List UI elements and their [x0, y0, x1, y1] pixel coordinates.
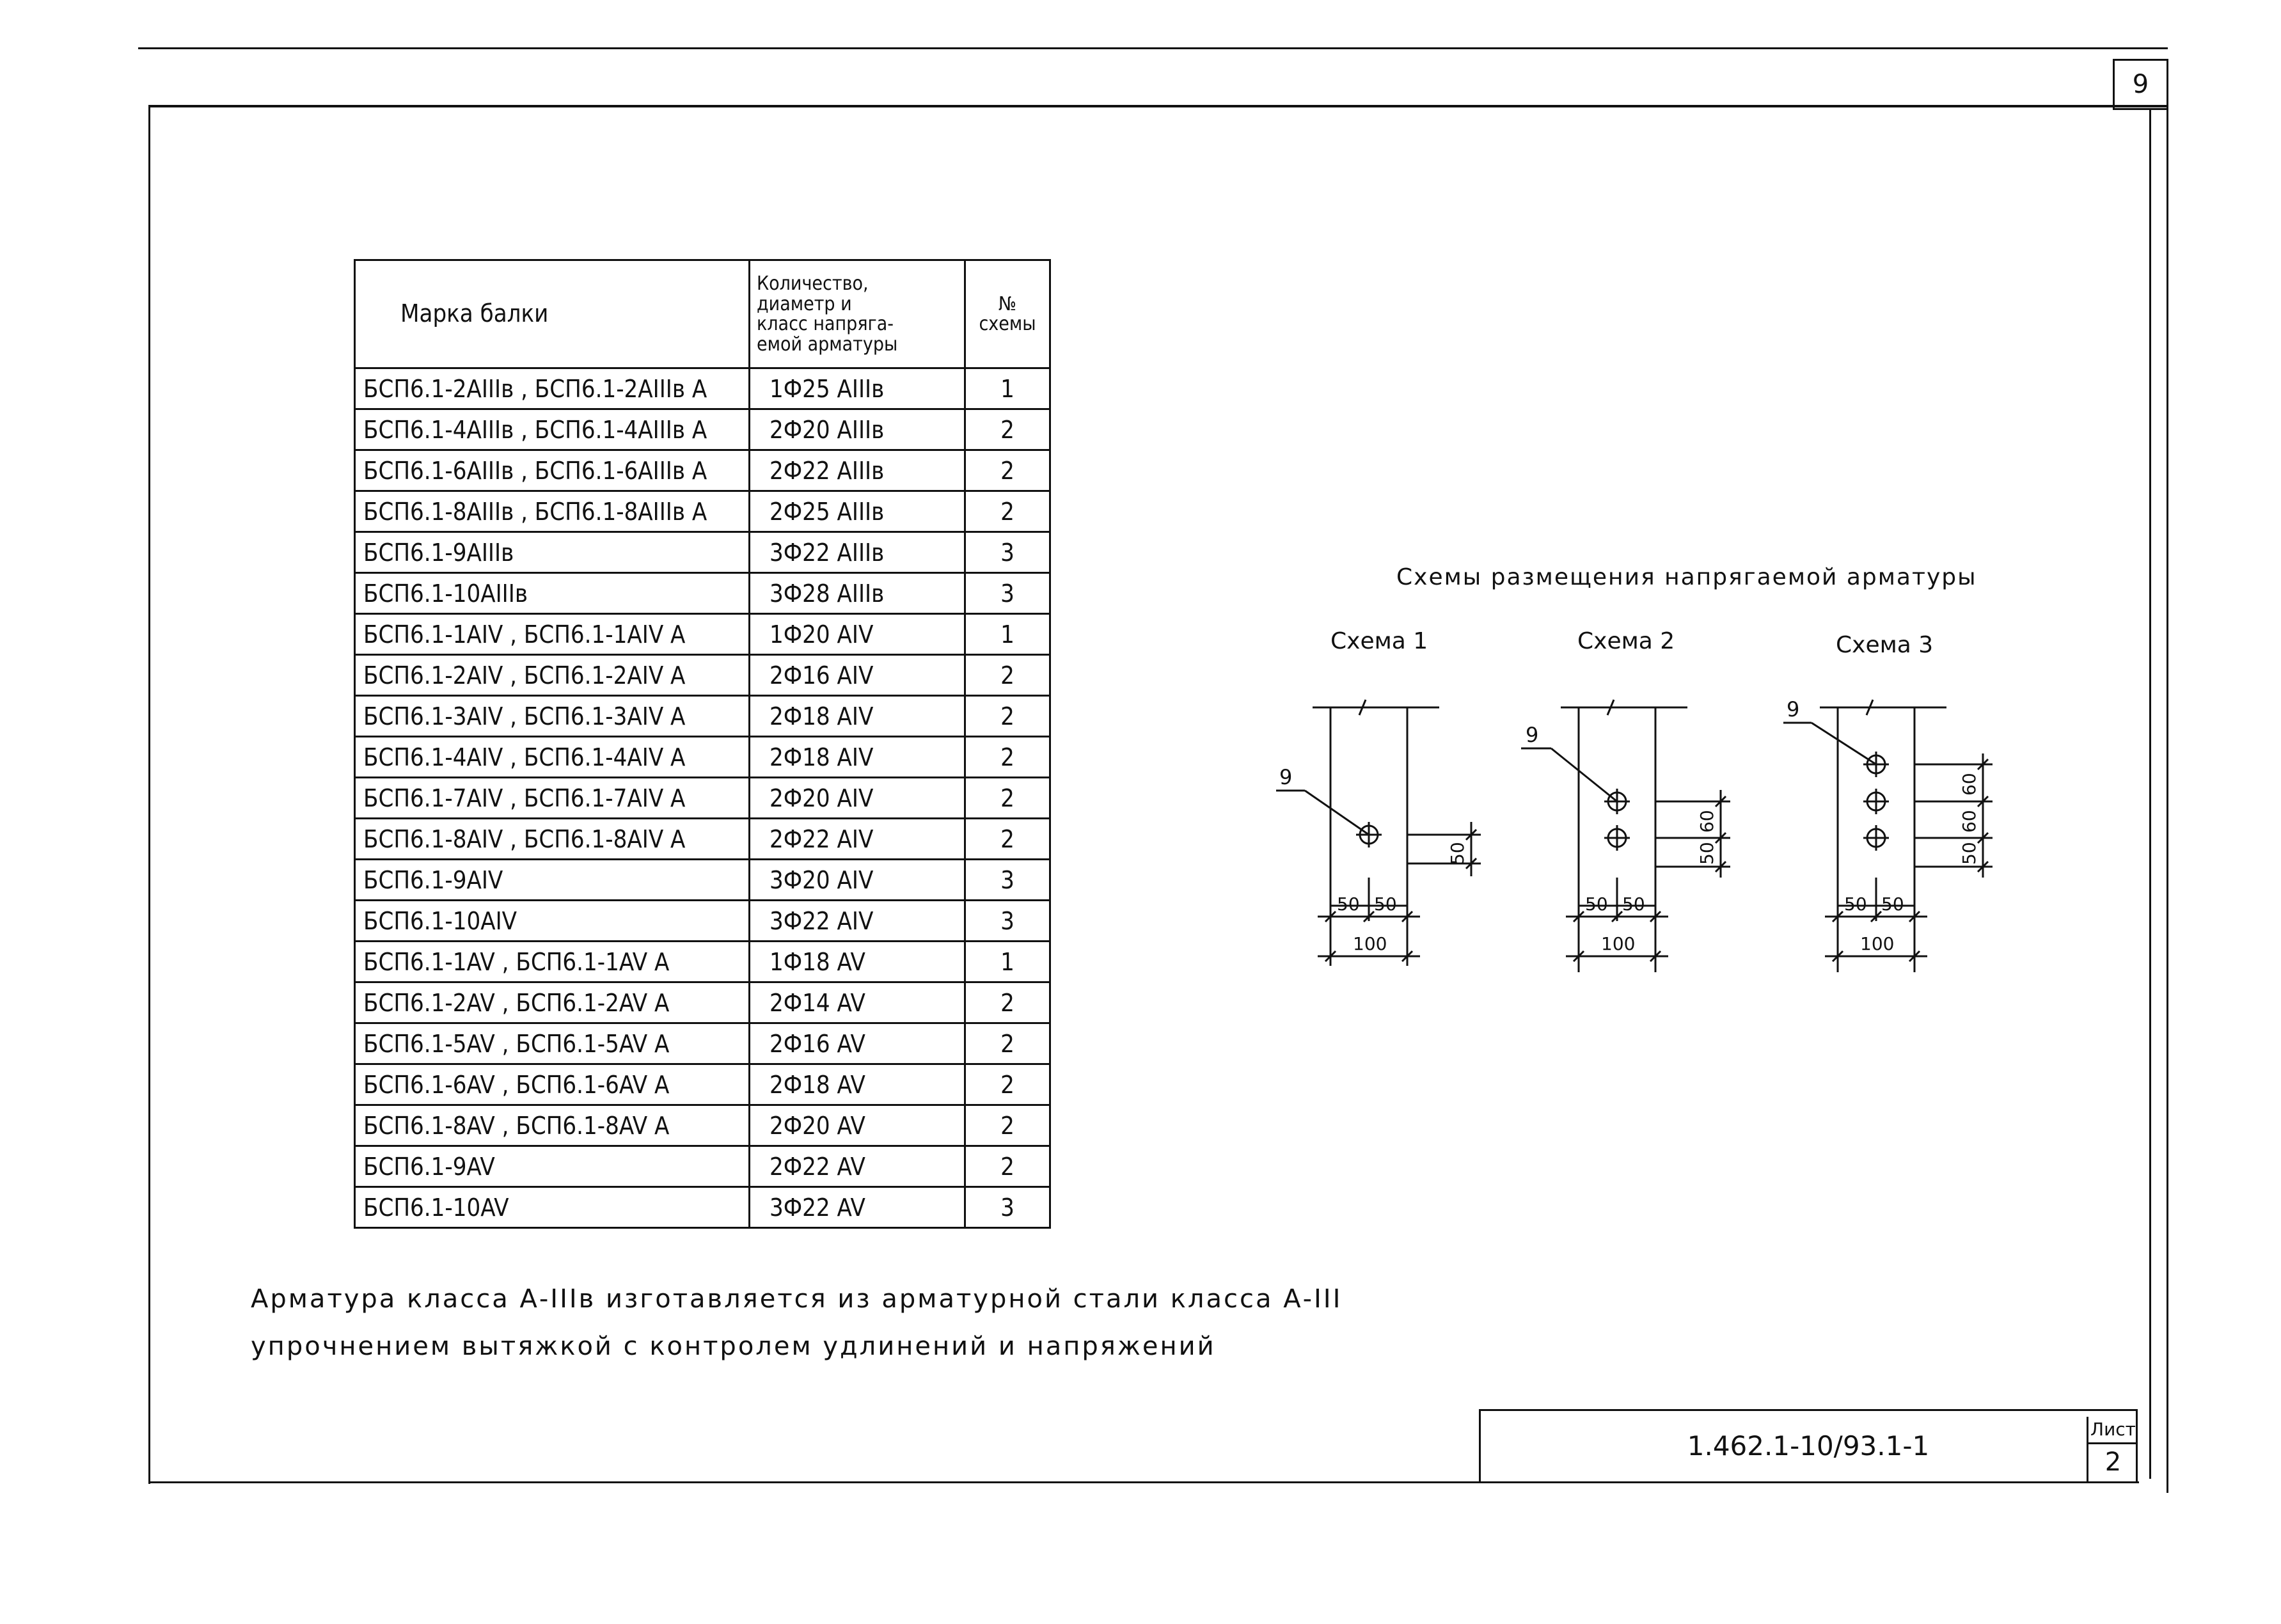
cell-mark: БСП6.1-9AIV: [355, 860, 750, 901]
cell-reinforcement: 2Ф18 AIV: [750, 696, 965, 737]
cell-mark: БСП6.1-4AIV , БСП6.1-4AIV А: [355, 737, 750, 778]
note-line-2: упрочнением вытяжкой с контролем удлинений и напряжений: [251, 1332, 1216, 1361]
schemes-drawing: [1254, 678, 2021, 985]
cell-reinforcement: 2Ф18 AIV: [750, 737, 965, 778]
scheme-3-section: [1783, 697, 1993, 972]
cell-reinforcement: 2Ф16 AIV: [750, 655, 965, 696]
cell-reinforcement: 2Ф20 AV: [750, 1105, 965, 1146]
header-reinforcement-line: емой арматуры: [757, 333, 898, 356]
frame-top: [148, 105, 2168, 107]
cell-scheme: 1: [965, 614, 1050, 655]
cell-mark: БСП6.1-10AV: [355, 1187, 750, 1228]
table-row: [355, 737, 1050, 778]
header-scheme-line: №: [998, 292, 1017, 315]
cell-scheme: 3: [965, 901, 1050, 942]
dim-spacing-text: 60: [1959, 773, 1980, 796]
cell-reinforcement: 2Ф14 AV: [750, 982, 965, 1023]
cell-mark: БСП6.1-9AV: [355, 1146, 750, 1187]
cell-mark: БСП6.1-8AV , БСП6.1-8AV А: [355, 1105, 750, 1146]
cell-scheme: 2: [965, 737, 1050, 778]
bar-mark-text: 9: [1526, 723, 1539, 747]
scheme-1-section: [1276, 700, 1481, 966]
cell-mark: БСП6.1-8AIIIв , БСП6.1-8AIIIв А: [355, 491, 750, 532]
cell-mark: БСП6.1-6AIIIв , БСП6.1-6AIIIв А: [355, 450, 750, 491]
table-row: [355, 450, 1050, 491]
scheme-1-label: Схема 1: [1330, 628, 1428, 654]
table-row: [355, 942, 1050, 982]
cell-scheme: 2: [965, 1146, 1050, 1187]
cell-reinforcement: 2Ф18 AV: [750, 1064, 965, 1105]
cell-scheme: 2: [965, 1064, 1050, 1105]
cell-mark: БСП6.1-10AIV: [355, 901, 750, 942]
note-line-1: Арматура класса А-IIIв изготавляется из арматурной стали класса А-III: [251, 1284, 1343, 1314]
header-reinforcement-line: класс напряга-: [757, 313, 894, 335]
dim-half-text: 50: [1337, 894, 1360, 915]
cell-reinforcement: 3Ф22 AIIIв: [750, 532, 965, 573]
table-header-row: [355, 260, 1050, 368]
cell-reinforcement: 3Ф28 AIIIв: [750, 573, 965, 614]
cell-mark: БСП6.1-2AIIIв , БСП6.1-2AIIIв А: [355, 368, 750, 409]
cell-mark: БСП6.1-8AIV , БСП6.1-8AIV А: [355, 819, 750, 860]
header-reinforcement-line: диаметр и: [757, 292, 852, 315]
cell-reinforcement: 1Ф25 AIIIв: [750, 368, 965, 409]
dim-width-text: 100: [1353, 933, 1387, 954]
cell-mark: БСП6.1-7AIV , БСП6.1-7AIV А: [355, 778, 750, 819]
dim-bottom-text: 50: [1959, 842, 1980, 865]
cell-mark: БСП6.1-10AIIIв: [355, 573, 750, 614]
schemes-title: Схемы размещения напрягаемой арматуры: [1396, 564, 1977, 590]
page-number: 9: [2113, 59, 2168, 110]
dim-spacing-text: 60: [1696, 810, 1717, 833]
header-mark: Марка балки: [355, 260, 750, 368]
dim-half-text: 50: [1881, 894, 1904, 915]
cell-reinforcement: 3Ф22 AIV: [750, 901, 965, 942]
frame-right-inner: [2149, 110, 2151, 1479]
cell-reinforcement: 2Ф22 AIIIв: [750, 450, 965, 491]
dim-half-text: 50: [1622, 894, 1645, 915]
cell-reinforcement: 2Ф20 AIV: [750, 778, 965, 819]
table-row: [355, 778, 1050, 819]
cell-reinforcement: 3Ф22 AV: [750, 1187, 965, 1228]
cell-scheme: 1: [965, 368, 1050, 409]
cell-scheme: 3: [965, 532, 1050, 573]
cell-mark: БСП6.1-9AIIIв: [355, 532, 750, 573]
cell-mark: БСП6.1-6AV , БСП6.1-6AV А: [355, 1064, 750, 1105]
table-row: [355, 491, 1050, 532]
cell-mark: БСП6.1-1AIV , БСП6.1-1AIV А: [355, 614, 750, 655]
cell-mark: БСП6.1-2AIV , БСП6.1-2AIV А: [355, 655, 750, 696]
top-rule: [138, 47, 2168, 49]
table-row: [355, 573, 1050, 614]
cell-mark: БСП6.1-3AIV , БСП6.1-3AIV А: [355, 696, 750, 737]
table-row: [355, 1023, 1050, 1064]
cell-mark: БСП6.1-1AV , БСП6.1-1AV А: [355, 942, 750, 982]
cell-reinforcement: 2Ф25 AIIIв: [750, 491, 965, 532]
cell-reinforcement: 2Ф22 AV: [750, 1146, 965, 1187]
cell-scheme: 2: [965, 450, 1050, 491]
sheet-box: [2087, 1417, 2138, 1483]
header-scheme-line: схемы: [979, 313, 1036, 335]
cell-reinforcement: 2Ф20 AIIIв: [750, 409, 965, 450]
table-row: [355, 655, 1050, 696]
dim-half-text: 50: [1844, 894, 1867, 915]
dim-width-text: 100: [1860, 933, 1895, 954]
cell-scheme: 2: [965, 696, 1050, 737]
cell-mark: БСП6.1-2AV , БСП6.1-2AV А: [355, 982, 750, 1023]
cell-reinforcement: 1Ф18 AV: [750, 942, 965, 982]
header-scheme: [965, 260, 1050, 368]
cell-scheme: 2: [965, 778, 1050, 819]
bar-mark-text: 9: [1279, 765, 1293, 789]
sheet-label: Лист: [2088, 1417, 2138, 1444]
cell-mark: БСП6.1-5AV , БСП6.1-5AV А: [355, 1023, 750, 1064]
reinforcement-table: [354, 259, 1051, 1229]
scheme-2-label: Схема 2: [1577, 628, 1675, 654]
header-reinforcement-line: Количество,: [757, 272, 869, 295]
dim-half-text: 50: [1374, 894, 1397, 915]
dim-half-text: 50: [1585, 894, 1608, 915]
table-row: [355, 1064, 1050, 1105]
cell-scheme: 2: [965, 982, 1050, 1023]
table-row: [355, 860, 1050, 901]
cell-reinforcement: 2Ф22 AIV: [750, 819, 965, 860]
bar-mark-text: 9: [1787, 697, 1800, 721]
table-row: [355, 409, 1050, 450]
dim-spacing-text: 60: [1959, 810, 1980, 833]
cell-scheme: 2: [965, 1105, 1050, 1146]
dim-width-text: 100: [1601, 933, 1636, 954]
table-row: [355, 696, 1050, 737]
table-row: [355, 1187, 1050, 1228]
table-row: [355, 614, 1050, 655]
table-row: [355, 901, 1050, 942]
cell-reinforcement: 3Ф20 AIV: [750, 860, 965, 901]
cell-scheme: 2: [965, 1023, 1050, 1064]
cell-reinforcement: 2Ф16 AV: [750, 1023, 965, 1064]
cell-reinforcement: 1Ф20 AIV: [750, 614, 965, 655]
scheme-3-label: Схема 3: [1836, 632, 1934, 658]
cell-scheme: 2: [965, 491, 1050, 532]
cell-scheme: 2: [965, 409, 1050, 450]
cell-scheme: 2: [965, 655, 1050, 696]
dim-bottom-text: 50: [1696, 842, 1717, 865]
sheet-number: 2: [2104, 1447, 2122, 1477]
cell-scheme: 3: [965, 1187, 1050, 1228]
cell-scheme: 2: [965, 819, 1050, 860]
table-row: [355, 1146, 1050, 1187]
table-row: [355, 368, 1050, 409]
cell-scheme: 3: [965, 573, 1050, 614]
table-row: [355, 1105, 1050, 1146]
table-row: [355, 819, 1050, 860]
frame-right: [2167, 59, 2168, 1493]
cell-scheme: 1: [965, 942, 1050, 982]
scheme-2-section: [1521, 700, 1730, 972]
table-row: [355, 982, 1050, 1023]
header-reinforcement: [750, 260, 965, 368]
frame-left: [148, 105, 150, 1484]
table-row: [355, 532, 1050, 573]
title-block: [1479, 1409, 2138, 1483]
dim-bottom-text: 50: [1447, 842, 1468, 865]
document-code: 1.462.1-10/93.1-1: [1687, 1430, 1930, 1462]
cell-scheme: 3: [965, 860, 1050, 901]
cell-mark: БСП6.1-4AIIIв , БСП6.1-4AIIIв А: [355, 409, 750, 450]
